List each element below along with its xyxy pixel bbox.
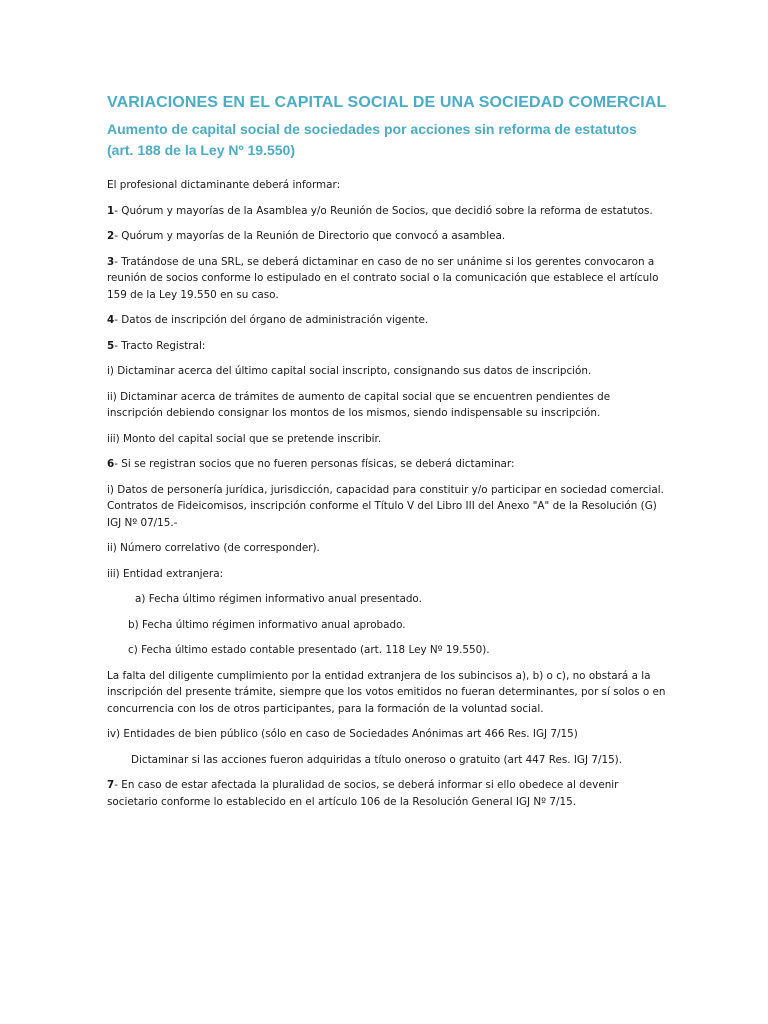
item-6-note: La falta del diligente cumplimiento por la entidad extranjera de los subincisos a), b) o c), no obstará a la inscripción del presente trámite, siempre que los votos emitidos no fueran determinantes, por sí solos o en concurrencia con los de otros participantes, para la formación de la voluntad social. — [107, 669, 666, 715]
item-4-text: - Datos de inscripción del órgano de administración vigente. — [114, 314, 429, 326]
item-5-text: - Tracto Registral: — [114, 339, 206, 352]
item-6-subitem-i: i) Datos de personería jurídica, jurisdicción, capacidad para constituir y/o participar en sociedad comercial. Contratos de Fideicomisos, inscripción conforme el Título V del Libro III del Anexo "A" de la Resolución (G) IGJ Nº 07/15.- — [107, 483, 664, 529]
item-1-text: - Quórum y mayorías de la Asamblea y/o Reunión de Socios, que decidió sobre la reforma de estatutos. — [114, 204, 653, 217]
intro-paragraph: El profesional dictaminante deberá informar: — [107, 179, 341, 191]
item-6-subitem-iii-b: b) Fecha último régimen informativo anual aprobado. — [128, 618, 406, 631]
document-title: VARIACIONES EN EL CAPITAL SOCIAL DE UNA SOCIEDAD COMERCIAL — [107, 94, 667, 111]
item-1-number: 1 — [107, 204, 115, 217]
document-content — [107, 92, 667, 819]
item-2-number: 2 — [107, 230, 115, 242]
item-2-text: - Quórum y mayorías de la Reunión de Directorio que convocó a asamblea. — [114, 230, 506, 242]
item-5-subitem-iii: iii) Monto del capital social que se pretende inscribir. — [107, 432, 382, 445]
item-6-subitem-ii: ii) Número correlativo (de corresponder). — [107, 542, 320, 554]
item-1 — [107, 203, 667, 220]
item-3 — [107, 254, 667, 304]
item-7-text: - En caso de estar afectada la pluralidad de socios, se deberá informar si ello obedece al devenir societario conforme lo establecido en el artículo 106 de la Resolución General IGJ Nº 7/15. — [107, 779, 619, 808]
item-4-number: 4 — [107, 314, 115, 326]
item-5-subitem-ii: ii) Dictaminar acerca de trámites de aumento de capital social que se encuentren pendientes de inscripción debiendo consignar los montos de los mismos, siendo indispensable su inscripción. — [107, 390, 611, 419]
item-7 — [107, 777, 667, 810]
document-subtitle: Aumento de capital social de sociedades por acciones sin reforma de estatutos (art. 188 de la Ley Nº 19.550) — [107, 121, 637, 158]
item-2 — [107, 228, 667, 245]
item-6-subitem-iv: iv) Entidades de bien público (sólo en caso de Sociedades Anónimas art 466 Res. IGJ 7/15) — [107, 728, 578, 740]
item-7-number: 7 — [107, 779, 115, 791]
item-6-subitem-iii: iii) Entidad extranjera: — [107, 567, 224, 580]
item-6-subitem-iv-detail: Dictaminar si las acciones fueron adquiridas a título oneroso o gratuito (art 447 Res. IGJ 7/15). — [131, 753, 623, 766]
document-body — [107, 177, 667, 810]
item-6-subitem-iii-c: c) Fecha último estado contable presentado (art. 118 Ley Nº 19.550). — [128, 644, 490, 656]
item-3-number: 3 — [107, 255, 115, 268]
item-5-subitem-i: i) Dictaminar acerca del último capital social inscripto, consignando sus datos de inscripción. — [107, 365, 592, 377]
item-5-number: 5 — [107, 339, 115, 352]
item-6 — [107, 456, 667, 473]
item-5 — [107, 338, 667, 355]
item-6-text: - Si se registran socios que no fueren personas físicas, se deberá dictaminar: — [114, 458, 515, 470]
item-4 — [107, 312, 667, 329]
item-3-text: - Tratándose de una SRL, se deberá dictaminar en caso de no ser unánime si los gerentes convocaron a reunión de socios conforme lo estipulado en el contrato social o la comunicación que establece el artículo 159 de la Ley 19.550 en su caso. — [107, 255, 659, 301]
item-6-subitem-iii-a: a) Fecha último régimen informativo anual presentado. — [135, 593, 422, 605]
item-6-number: 6 — [107, 458, 115, 470]
